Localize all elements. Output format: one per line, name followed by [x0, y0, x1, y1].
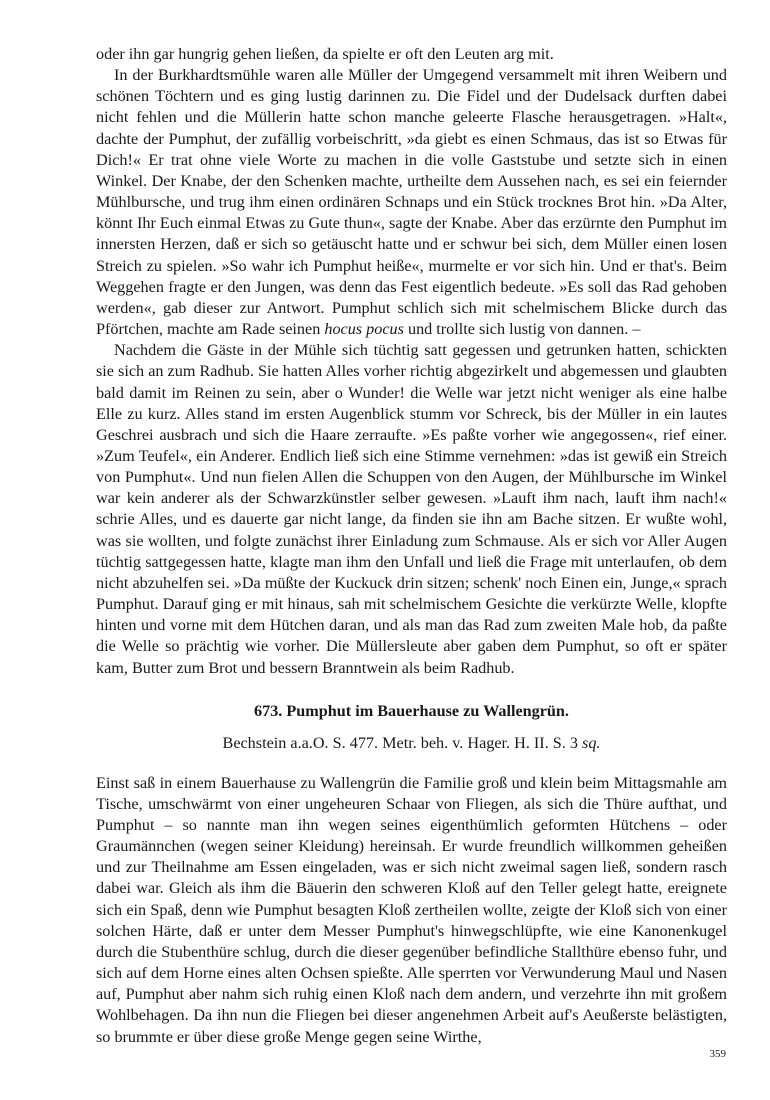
source-citation-text: Bechstein a.a.O. S. 477. Metr. beh. v. Hager. H. II. S. 3: [222, 733, 578, 752]
section-heading: 673. Pumphut im Bauerhause zu Wallengrün.: [254, 701, 569, 720]
paragraph-4: Einst saß in einem Bauerhause zu Wallengrün die Familie groß und klein beim Mittagsmahle am Tische, umschwärmt von einer ungeheuren Schaar von Fliegen, als sich die Thüre aufthat, und Pumphut – so nannte man ihn wegen seines eigenthümlich geformten Hütchens – oder Graumännchen (wegen seiner Kleidung) hereinsah. Er wurde freundlich willkommen geheißen und zur Theilnahme am Essen eingeladen, was er sich nicht zweimal sagen ließ, sondern rasch dabei war. Gleich als ihm die Bäuerin den schweren Kloß auf den Teller gelegt hatte, ereignete sich ein Spaß, denn wie Pumphut besagten Kloß zertheilen wollte, zeigte der Kloß sich von einer solchen Härte, daß er unter dem Messer Pumphut's hinwegschlüpfte, wie eine Kanonenkugel durch die Stubenthüre schlug, durch die dieser gegenüber befindliche Stallthüre ebenso fuhr, und sich auf dem Horne eines alten Ochsen spießte. Alle sperrten vor Verwunderung Maul und Nasen auf, Pumphut aber nahm sich ruhig einen Kloß nach dem andern, und verzehrte ihn mit großem Wohlbehagen. Da ihn nun die Fliegen bei dieser angenehmen Arbeit auf's Aeußerste belästigten, so brummte er über diese große Menge gegen seine Wirthe,: [96, 773, 727, 1046]
paragraph-2-text: In der Burkhardtsmühle waren alle Müller der Umgegend versammelt mit ihren Weibern und schönen Töchtern und es ging lustig darinnen zu. Die Fidel und der Dudelsack durften dabei nicht fehlen und die Müllerin hatte schon manche geleerte Flasche herausgetragen. »Halt«, dachte der Pumphut, der zufällig vorbeischritt, »da giebt es einen Schmaus, das ist so Etwas für Dich!« Er trat ohne viele Worte zu machen in die volle Gaststube und setzte sich in einen Winkel. Der Knabe, der den Schenken machte, urtheilte dem Aussehen nach, es sei ein feiernder Mühlbursche, und trug ihm einen ordinären Schnaps und ein Stück trocknes Brot hin. »Da Alter, könnt Ihr Euch einmal Etwas zu Gute thun«, sagte der Knabe. Aber das erzürnte den Pumphut im innersten Herzen, daß er sich so getäuscht hatte und er schwur bei sich, dem Müller einen losen Streich zu spielen. »So wahr ich Pumphut heiße«, murmelte er vor sich hin. Und er that's. Beim Weggehen fragte er den Jungen, was denn das Fest eigentlich bedeute. »Es soll das Rad gehoben werden«, gab dieser zur Antwort. Pumphut schlich sich mit schelmischem Blicke durch das Pförtchen, machte am Rade seinen: [96, 66, 727, 339]
source-citation-italic: sq.: [582, 733, 601, 752]
page-body: [96, 44, 727, 1048]
page-number: 359: [709, 1048, 726, 1060]
paragraph-2-end: und trollte sich lustig von dannen. –: [407, 320, 641, 339]
source-citation: [96, 732, 727, 754]
paragraph-2: [96, 65, 727, 340]
paragraph-3: Nachdem die Gäste in der Mühle sich tüchtig satt gegessen und getrunken hatten, schickten sie sich an zum Radhub. Sie hatten Alles vorher richtig abgezirkelt und abgemessen und glaubten bald damit im Reinen zu sein, aber o Wunder! die Welle war jetzt nicht weniger als eine halbe Elle zu kurz. Alles stand im ersten Augenblick stumm vor Schreck, bis der Müller in ein lautes Geschrei ausbrach und sich die Haare zerraufte. »Es paßte vorher wie angegossen«, rief einer. »Zum Teufel«, ein Anderer. Endlich ließ sich eine Stimme vernehmen: »das ist gewiß ein Streich von Pumphut«. Und nun fielen Allen die Schuppen von den Augen, der Mühlbursche im Winkel war kein anderer als der Schwarzkünstler selber gewesen. »Lauft ihm nach, lauft ihm nach!« schrie Alles, und es dauerte gar nicht lange, da finden sie ihn am Bache sitzen. Er wußte wohl, was sie wollten, und folgte zunächst ihrer Einladung zum Schmause. Als er sich vor Aller Augen tüchtig sattgegessen hatte, klagte man ihm den Unfall und ließ die Frage mit unterlaufen, ob dem nicht abzuhelfen sei. »Da müßte der Kuckuck drin sitzen; schenk' noch Einen ein, Junge,« sprach Pumphut. Darauf ging er mit hinaus, sah mit schelmischem Gesichte die verkürzte Welle, klopfte hinten und vorne mit dem Hütchen daran, und als man das Rad zum zweiten Male hob, da paßte die Welle so prächtig wie vorher. Die Müllersleute aber gaben dem Pumphut, so oft er später kam, Butter zum Brot und bessern Branntwein als beim Radhub.: [96, 341, 727, 677]
paragraph-1: oder ihn gar hungrig gehen ließen, da spielte er oft den Leuten arg mit.: [96, 45, 554, 63]
paragraph-2-italic: hocus pocus: [324, 320, 404, 339]
